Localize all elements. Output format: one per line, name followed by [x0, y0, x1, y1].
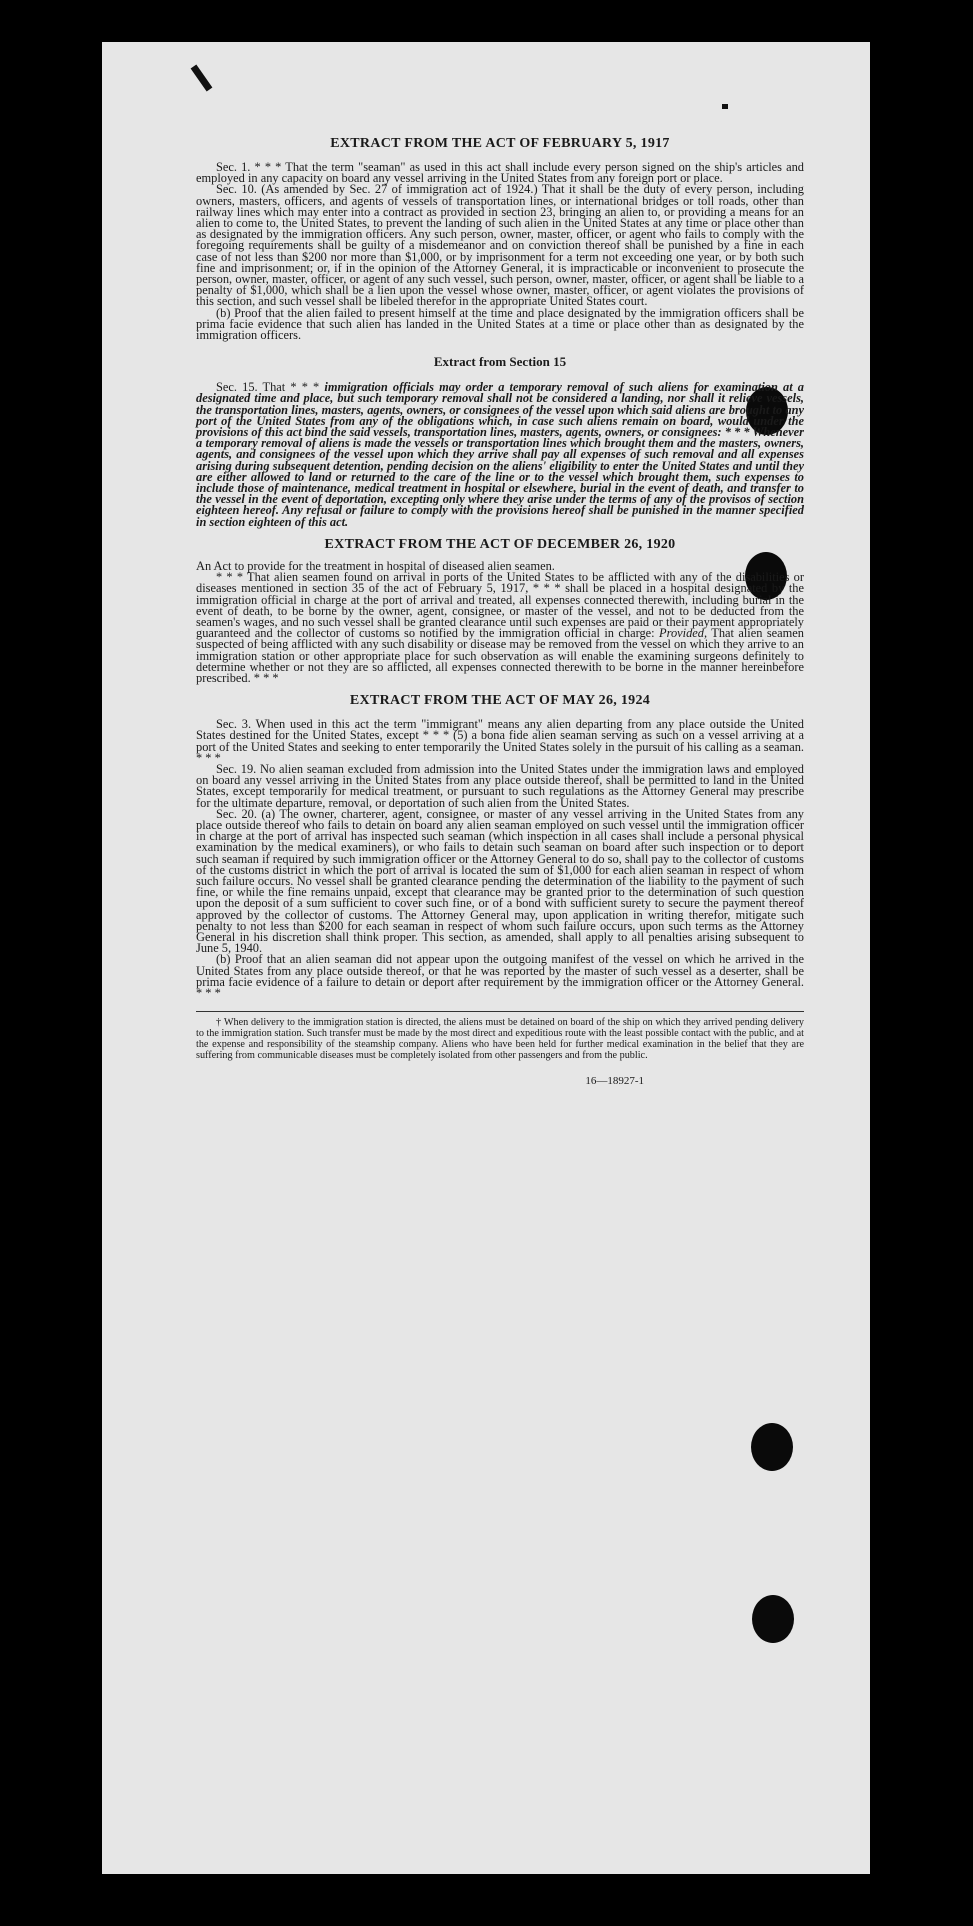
document-page [102, 42, 870, 1874]
sec15-lead: Sec. 15. That * * * [216, 380, 325, 395]
scan-artifact-mark [191, 65, 213, 92]
dec-body-part2: That alien seamen suspected of being afflicted with any such disability or disease may be removed from the vessel on which they arrive to an immigration station or other appropriate place for such observation as will enable the examining surgeons definitely to determine whether or not they are so afflicted, all expenses connected therewith to be borne in the manner hereinbefore prescribed. * * * [196, 626, 804, 685]
paragraph-sec20a: Sec. 20. (a) The owner, charterer, agent, consignee, or master of any vessel arriving in the United States from any place outside thereof who fails to detain on board any alien seaman employed on such vessel until the immigration officer in charge at the port of arrival has inspected such seaman (which inspection in all cases shall include a personal physical examination by the medical examiners), or who fails to detain such seaman on board after such inspection or to deport such seaman if required by such immigration officer or the Attorney General to do so, shall pay to the collector of customs of the customs district in which the port of arrival is located the sum of $1,000 for each alien seaman in respect of whom such failure occurs. No vessel shall be granted clearance pending the determination of the liability to the payment of such fine, or while the fine remains unpaid, except that clearance may be granted prior to the determination of such question upon the deposit of a sum sufficient to cover such fine, or of a bond with sufficient surety to secure the payment thereof approved by the collector of customs. The Attorney General may, upon application in writing therefor, mitigate such penalty to not less than $200 for each seaman in respect of whom such failure occurs, upon such terms as the Attorney General in his discretion shall think proper. This section, as amended, shall apply to all penalties arising subsequent to June 5, 1940. [196, 806, 804, 956]
section-heading-sec15: Extract from Section 15 [433, 354, 567, 370]
form-number: 16—18927-1 [585, 1075, 644, 1088]
dec-provided: Provided, [659, 626, 708, 641]
sec15-body: immigration officials may order a temporary removal of such aliens for examination at a designated time and place, but such temporary removal shall not be considered a landing, nor shall it relieve vessels, the transportation lines, masters, agents, owners, or consignees of the vessel upon which said aliens are brought to any port of the United States from any of the obligations which, in case such aliens remain on board, would under the provisions of this act bind the said vessels, transportation lines, masters, agents, owners, or consignees: * * * Whenever a temporary removal of aliens is made the vessels or transportation lines which brought them and the masters, owners, agents, and consignees of the vessel upon which they arrive shall pay all expenses of such removal and all expenses arising during subsequent detention, pending decision on the aliens' eligibility to enter the United States and until they are either allowed to land or returned to the care of the line or to the vessel which brought them, such expenses to include those of maintenance, medical treatment in hospital or elsewhere, burial in the event of death, and transfer to the vessel in the event of deportation, excepting only where they arise under the terms of any of the provisos of section eighteen hereof. Any refusal or failure to comply with the provisions hereof shall be punished in the manner specified in section eighteen of this act. [196, 380, 805, 529]
paragraph-sec1: Sec. 1. * * * That the term "seaman" as used in this act shall include every person signed on the ship's articles and employed in any capacity on board any vessel arriving in the United States from any foreign port or place. [196, 160, 804, 186]
section-heading-dec-1920: EXTRACT FROM THE ACT OF DECEMBER 26, 1920 [324, 536, 676, 552]
paragraph-dec-title: An Act to provide for the treatment in hospital of diseased alien seamen. [196, 558, 555, 573]
section-heading-feb-1917: EXTRACT FROM THE ACT OF FEBRUARY 5, 1917 [330, 136, 670, 151]
paragraph-sec19: Sec. 19. No alien seaman excluded from admission into the United States under the immigration laws and employed on board any vessel arriving in the United States from any place outside thereof, shall be permitted to land in the United States, except temporarily for medical treatment, or pursuant to such regulations as the Attorney General may prescribe for the ultimate departure, removal, or deportation of such alien from the United States. [196, 761, 804, 810]
dec-body-part1: * * * That alien seamen found on arrival in ports of the United States to be afflicted with any of the disabilities or diseases mentioned in section 35 of the act of February 5, 1917, * * * shall be placed in a hospital designated by the immigration official in charge at the port of arrival and treated, all expenses connected therewith, including burial in the event of death, to be borne by the owner, agent, consignee, or master of the vessel, and not to be deducted from the seamen's wages, and no such vessel shall be granted clearance until such expenses are paid or their payment appropriately guaranteed and the collector of customs so notified by the immigration official in charge: [196, 570, 804, 641]
paragraph-dec-body [196, 572, 804, 684]
section-heading-may-1924: EXTRACT FROM THE ACT OF MAY 26, 1924 [349, 693, 651, 709]
paragraph-sec10: Sec. 10. (As amended by Sec. 27 of immigration act of 1924.) That it shall be the duty of every person, including owners, masters, officers, and agents of vessels of transportation lines, or international bridges or toll roads, other than railway lines which may enter into a contract as provided in section 23, bringing an alien to, or providing a means for an alien to come to, the United States, to prevent the landing of such alien in the United States at any time or place other than as designated by the immigration officers. Any such person, owner, master, officer, or agent who fails to comply with the foregoing requirements shall be guilty of a misdemeanor and on conviction thereof shall be punished by a fine in each case of not less than $200 nor more than $1,000, or by imprisonment for a term not exceeding one year, or by both such fine and imprisonment; or, if in the opinion of the Attorney General, it is impracticable or inconvenient to prosecute the person, owner, master, officer, or agent of any such vessel, such person, owner, master, officer, or agent shall be liable to a penalty of $1,000, which shall be a lien upon the vessel whose owner, master, officer, or agent violates the provisions of this section, and such vessel shall be libeled therefor in the appropriate United States court. [196, 182, 804, 309]
paragraph-sec20b: (b) Proof that an alien seaman did not appear upon the outgoing manifest of the vessel on which he arrived in the United States from any place outside thereof, or that he was reported by the master of such vessel as a deserter, shall be prima facie evidence of a failure to detain or deport after requirement by the immigration officer or the Attorney General. * * * [196, 952, 804, 1000]
punch-hole [751, 1423, 793, 1471]
paragraph-sec10b: (b) Proof that the alien failed to present himself at the time and place designated by the immigration officers shall be prima facie evidence that such alien has landed in the United States at a time or place other than as designated by the immigration officers. [196, 305, 804, 343]
punch-hole [752, 1595, 794, 1643]
document-text [196, 128, 804, 1087]
paragraph-sec3: Sec. 3. When used in this act the term "immigrant" means any alien departing from any place outside the United States destined for the United States, except * * * (5) a bona fide alien seaman serving as such on a vessel arriving at a port of the United States and seeking to enter temporarily the United States solely in the pursuit of his calling as a seaman. * * * [196, 717, 804, 765]
scan-artifact-dot [722, 104, 728, 109]
footnote: † When delivery to the immigration station is directed, the aliens must be detained on board of the ship on which they arrived pending delivery to the immigration station. Such transfer must be made by the most direct and expeditious route with the least possible contact with the public, and at the expense and responsibility of the steamship company. Aliens who have been held for further medical examination in the belief that they are suffering from communicable diseases must be completely isolated from other passengers and from the public. [196, 1017, 805, 1061]
paragraph-sec15 [196, 382, 804, 528]
footnote-divider [196, 1011, 804, 1012]
